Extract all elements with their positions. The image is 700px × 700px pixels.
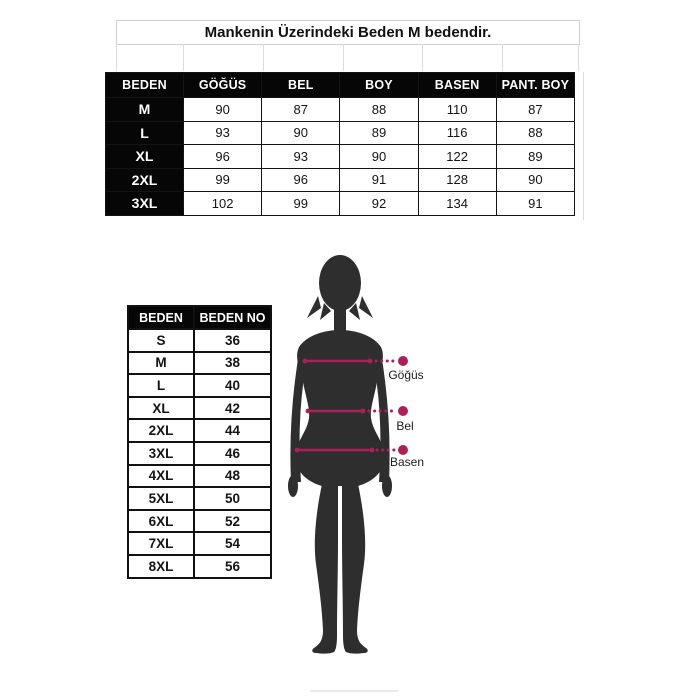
size-number-header-row: [128, 306, 271, 329]
figure-right-leg: [342, 484, 368, 654]
size-number-cell: 42: [194, 397, 271, 420]
size-number-row: [128, 352, 271, 375]
size-number-row: [128, 465, 271, 488]
figure-right-hand: [382, 475, 392, 497]
measurements-row: [106, 98, 575, 122]
chest-line-end: [303, 359, 308, 364]
size-number-cell: 46: [194, 442, 271, 465]
size-number-cell: 40: [194, 374, 271, 397]
measurement-value-cell: 92: [340, 192, 418, 216]
figure-left-leg: [312, 484, 338, 654]
measurement-value-cell: 90: [184, 98, 262, 122]
chest-label: Göğüs: [388, 368, 424, 382]
measurement-value-cell: 99: [184, 168, 262, 192]
size-label-cell: XL: [128, 397, 194, 420]
measurements-col-header: PANT. BOY: [496, 73, 574, 98]
size-number-row: [128, 442, 271, 465]
figure-torso: [296, 330, 384, 486]
size-label-cell: L: [128, 374, 194, 397]
size-label-cell: 6XL: [128, 510, 194, 533]
ghost-gridline: [343, 44, 344, 71]
ghost-gridline: [422, 44, 423, 71]
size-number-table: [127, 305, 272, 579]
size-number-row: [128, 555, 271, 578]
size-number-cell: 38: [194, 352, 271, 375]
measurement-value-cell: 134: [418, 192, 496, 216]
title-box: [116, 20, 580, 45]
measurements-col-header: BEDEN: [106, 73, 184, 98]
size-number-row: [128, 487, 271, 510]
size-number-row: [128, 397, 271, 420]
measurement-value-cell: 93: [262, 145, 340, 169]
size-label-cell: M: [106, 98, 184, 122]
size-number-row: [128, 510, 271, 533]
measurement-value-cell: 93: [184, 121, 262, 145]
size-number-row: [128, 532, 271, 555]
hips-line-end: [295, 448, 300, 453]
hair-spike: [307, 296, 321, 318]
size-number-row: [128, 329, 271, 352]
waist-line-end: [306, 409, 311, 414]
measurement-value-cell: 90: [496, 168, 574, 192]
size-label-cell: S: [128, 329, 194, 352]
ghost-gridline: [263, 44, 264, 71]
size-number-cell: 44: [194, 419, 271, 442]
size-label-cell: 8XL: [128, 555, 194, 578]
measurements-header-row: [106, 73, 575, 98]
size-number-cell: 56: [194, 555, 271, 578]
bottom-artifact-line: [310, 690, 398, 692]
measurement-value-cell: 87: [496, 98, 574, 122]
size-label-cell: 5XL: [128, 487, 194, 510]
measurement-value-cell: 88: [340, 98, 418, 122]
size-label-cell: L: [106, 121, 184, 145]
page-title: Mankenin Üzerindeki Beden M bedendir.: [204, 24, 492, 41]
measurement-value-cell: 90: [262, 121, 340, 145]
size-label-cell: 2XL: [128, 419, 194, 442]
measurement-value-cell: 96: [184, 145, 262, 169]
size-label-cell: 3XL: [106, 192, 184, 216]
measurements-row: [106, 168, 575, 192]
measurement-value-cell: 116: [418, 121, 496, 145]
size-label-cell: 7XL: [128, 532, 194, 555]
size-label-cell: M: [128, 352, 194, 375]
measurements-row: [106, 121, 575, 145]
measurements-col-header: BEL: [262, 73, 340, 98]
size-number-row: [128, 374, 271, 397]
body-figure: [280, 250, 425, 658]
measurement-value-cell: 102: [184, 192, 262, 216]
ghost-gridline: [502, 44, 503, 71]
figure-silhouette: [288, 255, 392, 654]
size-label-cell: XL: [106, 145, 184, 169]
measurements-table: [105, 72, 575, 216]
measurement-value-cell: 90: [340, 145, 418, 169]
measurements-col-header: BOY: [340, 73, 418, 98]
measurement-value-cell: 96: [262, 168, 340, 192]
size-number-cell: 36: [194, 329, 271, 352]
hips-line-end: [370, 448, 375, 453]
measurement-value-cell: 91: [340, 168, 418, 192]
measurement-value-cell: 88: [496, 121, 574, 145]
figure-left-hand: [288, 475, 298, 497]
measurement-value-cell: 110: [418, 98, 496, 122]
size-number-cell: 54: [194, 532, 271, 555]
size-label-cell: 3XL: [128, 442, 194, 465]
ghost-gridline: [116, 44, 117, 71]
ghost-gridline: [583, 72, 584, 220]
ghost-gridline: [183, 44, 184, 71]
size-number-col-header: BEDEN NO: [194, 306, 271, 329]
hips-dot: [398, 445, 408, 455]
hair-spike: [359, 296, 373, 318]
ghost-gridline: [578, 44, 579, 71]
hips-label: Basen: [389, 455, 425, 469]
chest-line-end: [368, 359, 373, 364]
size-number-row: [128, 419, 271, 442]
measurement-value-cell: 91: [496, 192, 574, 216]
size-label-cell: 2XL: [106, 168, 184, 192]
waist-dot: [398, 406, 408, 416]
measurement-value-cell: 99: [262, 192, 340, 216]
measurements-col-header: GÖĞÜS: [184, 73, 262, 98]
size-number-col-header: BEDEN: [128, 306, 194, 329]
size-number-cell: 48: [194, 465, 271, 488]
size-number-cell: 52: [194, 510, 271, 533]
measurements-row: [106, 192, 575, 216]
size-number-cell: 50: [194, 487, 271, 510]
chest-dot: [398, 356, 408, 366]
size-label-cell: 4XL: [128, 465, 194, 488]
measurement-value-cell: 122: [418, 145, 496, 169]
measurements-col-header: BASEN: [418, 73, 496, 98]
measurement-value-cell: 89: [340, 121, 418, 145]
measurement-value-cell: 128: [418, 168, 496, 192]
measurement-value-cell: 87: [262, 98, 340, 122]
measurements-row: [106, 145, 575, 169]
waist-label: Bel: [396, 419, 414, 433]
measurement-value-cell: 89: [496, 145, 574, 169]
waist-line-end: [361, 409, 366, 414]
